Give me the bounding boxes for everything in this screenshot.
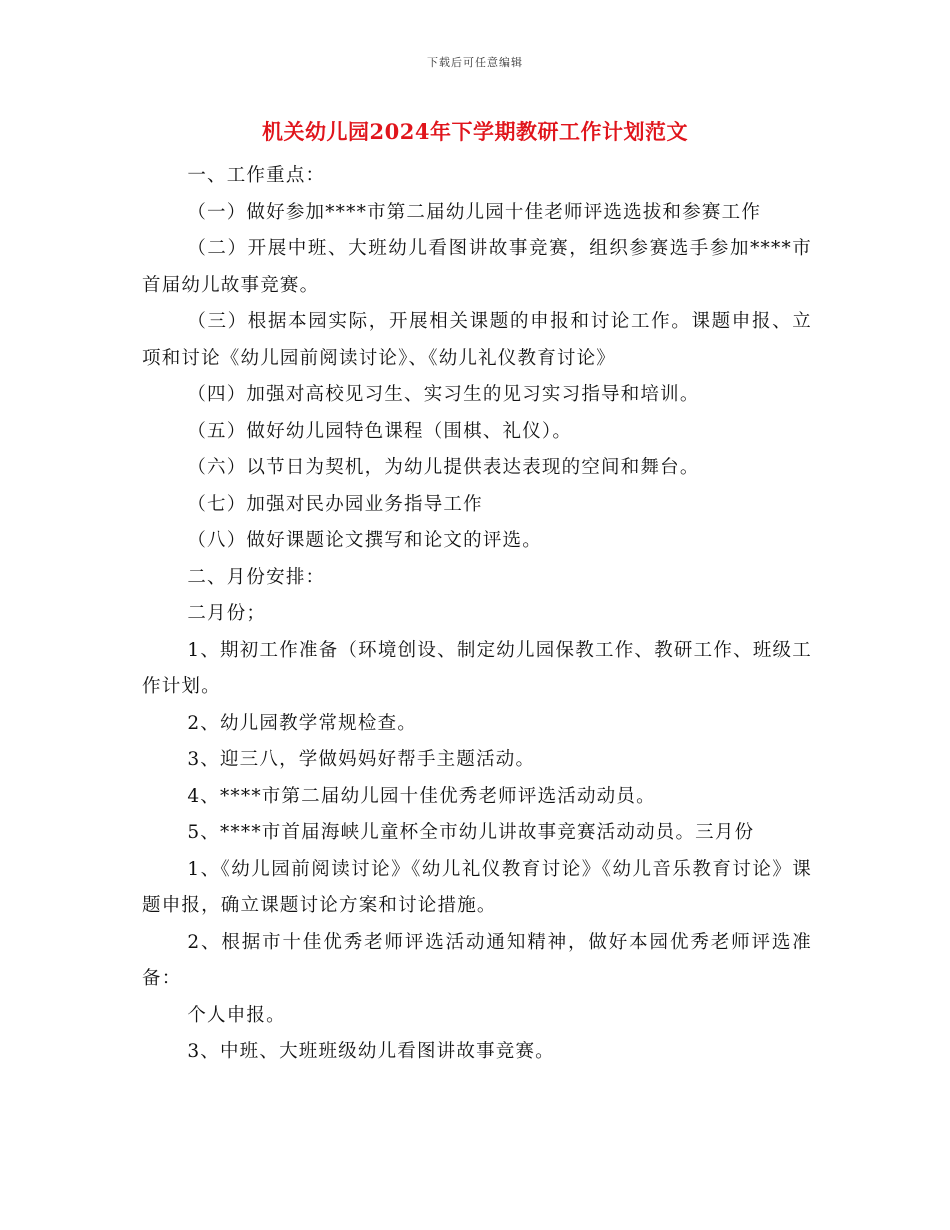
paragraph-item-2: （二）开展中班、大班幼儿看图讲故事竞赛，组织参赛选手参加****市首届幼儿故事竞赛。 xyxy=(142,238,812,296)
paragraph-item-3: （三）根据本园实际，开展相关课题的申报和讨论工作。课题申报、立项和讨论《幼儿园前阅读讨论》、《幼儿礼仪教育讨论》 xyxy=(142,311,812,369)
document-body xyxy=(142,158,812,1071)
paragraph-item-6: （六）以节日为契机，为幼儿提供表达表现的空间和舞台。 xyxy=(187,457,700,478)
paragraph-mar-task-2-detail: 个人申报。 xyxy=(187,1004,286,1026)
paragraph-feb-task-4: 4、****市第二届幼儿园十佳优秀老师评选活动动员。 xyxy=(187,785,656,807)
paragraph-section-2-heading: 二、月份安排： xyxy=(187,566,326,588)
paragraph-feb-task-3: 3、迎三八，学做妈妈好帮手主题活动。 xyxy=(187,749,536,770)
paragraph-mar-task-1: 1、《幼儿园前阅读讨论》《幼儿礼仪教育讨论》《幼儿音乐教育讨论》课题申报，确立课题讨论方案和讨论措施。 xyxy=(142,858,812,916)
paragraph-feb-task-2: 2、幼儿园教学常规检查。 xyxy=(187,712,417,734)
document-title: 机关幼儿园2024年下学期教研工作计划范文 xyxy=(262,119,688,144)
paragraph-feb-task-5: 5、****市首届海峡儿童杯全市幼儿讲故事竞赛活动动员。三月份 xyxy=(187,822,755,843)
paragraph-item-4: （四）加强对高校见习生、实习生的见习实习指导和培训。 xyxy=(187,384,700,405)
paragraph-item-8: （八）做好课题论文撰写和论文的评选。 xyxy=(187,530,542,551)
paragraph-mar-task-3: 3、中班、大班班级幼儿看图讲故事竞赛。 xyxy=(187,1041,555,1062)
paragraph-section-1-heading: 一、工作重点： xyxy=(187,165,326,186)
paragraph-item-5: （五）做好幼儿园特色课程（围棋、礼仪）。 xyxy=(187,420,573,442)
paragraph-feb-task-1: 1、期初工作准备（环境创设、制定幼儿园保教工作、教研工作、班级工作计划。 xyxy=(142,639,812,697)
paragraph-item-1: （一）做好参加****市第二届幼儿园十佳老师评选选拔和参赛工作 xyxy=(187,201,762,223)
paragraph-month-february: 二月份； xyxy=(187,603,267,624)
header-note: 下载后可任意编辑 xyxy=(427,56,523,69)
paragraph-mar-task-2: 2、根据市十佳优秀老师评选活动通知精神，做好本园优秀老师评选准备： xyxy=(142,931,812,989)
paragraph-item-7: （七）加强对民办园业务指导工作 xyxy=(187,493,483,515)
